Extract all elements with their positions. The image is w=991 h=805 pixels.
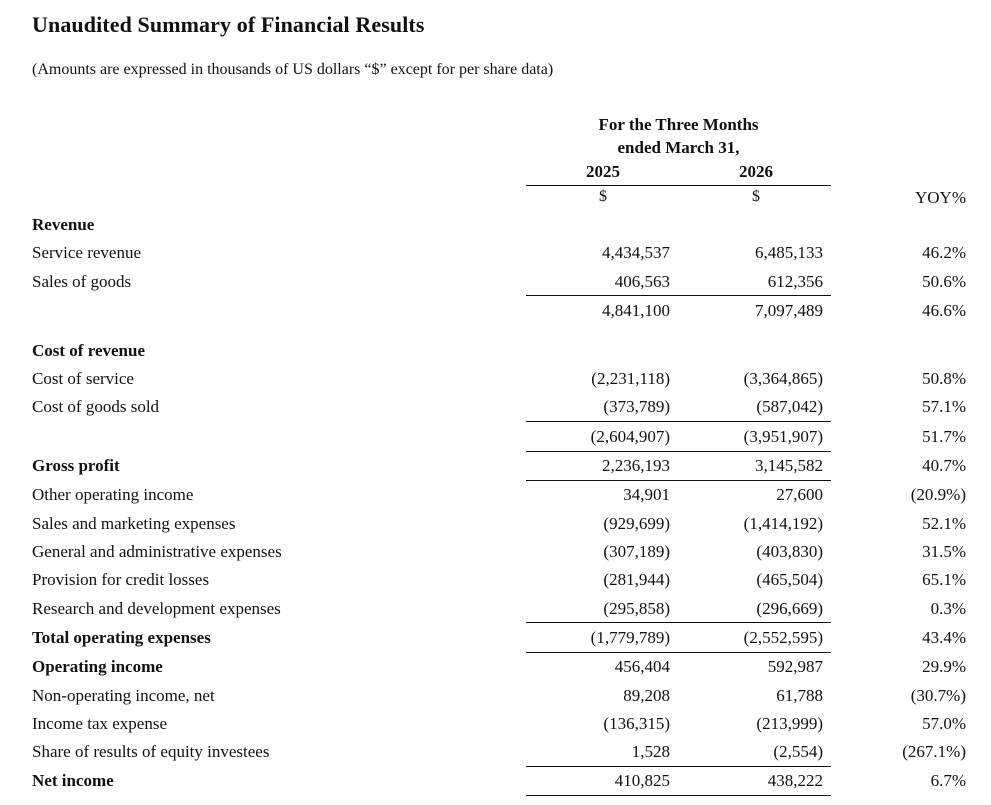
value-2025: 2,236,193	[602, 456, 670, 475]
table-row	[0, 510, 991, 538]
value-2025: (295,858)	[603, 599, 670, 618]
subtotal-rule	[526, 652, 831, 653]
row-label: Cost of service	[32, 369, 134, 388]
table-row	[0, 710, 991, 738]
table-row	[0, 595, 991, 623]
value-2025: 4,841,100	[602, 301, 670, 320]
value-2026: (403,830)	[756, 542, 823, 561]
value-2025: 4,434,537	[602, 243, 670, 262]
value-2026: (296,669)	[756, 599, 823, 618]
table-row	[0, 452, 991, 480]
value-yoy: 51.7%	[922, 427, 966, 446]
value-2025: 34,901	[623, 485, 670, 504]
value-2026: (2,554)	[773, 742, 823, 761]
value-yoy: 57.0%	[922, 714, 966, 733]
value-yoy: 50.8%	[922, 369, 966, 388]
value-2025: (929,699)	[603, 514, 670, 533]
value-yoy: (30.7%)	[910, 686, 966, 705]
header-divider	[526, 185, 831, 186]
table-row	[0, 653, 991, 681]
value-yoy: 29.9%	[922, 657, 966, 676]
row-label: Sales and marketing expenses	[32, 514, 236, 533]
value-2026: 61,788	[776, 686, 823, 705]
table-row	[0, 566, 991, 594]
table-row	[0, 738, 991, 766]
subtotal-rule	[526, 480, 831, 481]
value-2025: (136,315)	[603, 714, 670, 733]
table-row	[0, 337, 991, 365]
value-yoy: 57.1%	[922, 397, 966, 416]
row-label: Other operating income	[32, 485, 194, 504]
value-yoy: 52.1%	[922, 514, 966, 533]
value-yoy: 43.4%	[922, 628, 966, 647]
subtotal-rule	[526, 451, 831, 452]
row-label: Research and development expenses	[32, 599, 281, 618]
period-line-1: For the Three Months	[598, 115, 759, 134]
value-2025: (373,789)	[603, 397, 670, 416]
value-2025: 89,208	[623, 686, 670, 705]
table-row	[0, 297, 991, 325]
value-yoy: (267.1%)	[902, 742, 966, 761]
value-2025: (281,944)	[603, 570, 670, 589]
value-2026: (587,042)	[756, 397, 823, 416]
year-header-1: 2025	[586, 162, 620, 181]
value-2026: 3,145,582	[755, 456, 823, 475]
value-2025: 1,528	[631, 742, 670, 761]
yoy-header: YOY%	[915, 188, 966, 207]
value-2026: 27,600	[776, 485, 823, 504]
period-header	[526, 113, 831, 159]
value-2025: 410,825	[614, 771, 670, 790]
value-2026: 612,356	[767, 272, 823, 291]
table-row	[0, 239, 991, 267]
value-2025: (2,231,118)	[591, 369, 670, 388]
currency-header-1: $	[599, 188, 607, 205]
table-row	[0, 481, 991, 509]
value-2025: (2,604,907)	[590, 427, 670, 446]
row-label: Service revenue	[32, 243, 142, 262]
value-2026: 7,097,489	[755, 301, 823, 320]
row-label: Cost of goods sold	[32, 397, 160, 416]
subtotal-rule	[526, 421, 831, 422]
subtotal-rule	[526, 766, 831, 767]
value-2025: (307,189)	[603, 542, 670, 561]
row-label: Total operating expenses	[32, 628, 211, 647]
value-2026: (3,364,865)	[743, 369, 823, 388]
row-label: Gross profit	[32, 456, 120, 475]
value-2025: (1,779,789)	[590, 628, 670, 647]
value-2026: 438,222	[767, 771, 823, 790]
page-title: Unaudited Summary of Financial Results	[32, 12, 425, 37]
value-2026: (465,504)	[756, 570, 823, 589]
table-row	[0, 365, 991, 393]
value-yoy: 31.5%	[922, 542, 966, 561]
value-yoy: (20.9%)	[910, 485, 966, 504]
period-line-2: ended March 31,	[617, 138, 740, 157]
row-label: Cost of revenue	[32, 341, 145, 360]
value-2026: (213,999)	[756, 714, 823, 733]
value-yoy: 40.7%	[922, 456, 966, 475]
row-label: Income tax expense	[32, 714, 167, 733]
row-label: Revenue	[32, 215, 95, 234]
table-row	[0, 211, 991, 239]
value-2026: (2,552,595)	[743, 628, 823, 647]
row-label: General and administrative expenses	[32, 542, 282, 561]
subtotal-rule	[526, 622, 831, 623]
value-yoy: 46.6%	[922, 301, 966, 320]
table-row	[0, 538, 991, 566]
row-label: Provision for credit losses	[32, 570, 210, 589]
table-row	[0, 423, 991, 451]
value-2026: (3,951,907)	[743, 427, 823, 446]
page-subtitle: (Amounts are expressed in thousands of US dollars “$” except for per share data)	[32, 61, 554, 78]
value-2025: 406,563	[614, 272, 670, 291]
value-yoy: 50.6%	[922, 272, 966, 291]
value-yoy: 46.2%	[922, 243, 966, 262]
row-label: Non-operating income, net	[32, 686, 215, 705]
row-label: Operating income	[32, 657, 163, 676]
value-yoy: 65.1%	[922, 570, 966, 589]
table-row	[0, 682, 991, 710]
value-yoy: 0.3%	[930, 599, 966, 618]
value-2026: 592,987	[767, 657, 823, 676]
row-label: Share of results of equity investees	[32, 742, 270, 761]
row-label: Net income	[32, 771, 114, 790]
year-header-2: 2026	[739, 162, 773, 181]
currency-header-2: $	[752, 188, 760, 205]
table-row	[0, 624, 991, 652]
table-row	[0, 393, 991, 421]
value-2026: (1,414,192)	[743, 514, 823, 533]
value-2026: 6,485,133	[755, 243, 823, 262]
table-row	[0, 268, 991, 296]
total-rule	[526, 795, 831, 796]
row-label: Sales of goods	[32, 272, 132, 291]
subtotal-rule	[526, 295, 831, 296]
value-yoy: 6.7%	[930, 771, 966, 790]
table-row	[0, 767, 991, 795]
value-2025: 456,404	[614, 657, 670, 676]
